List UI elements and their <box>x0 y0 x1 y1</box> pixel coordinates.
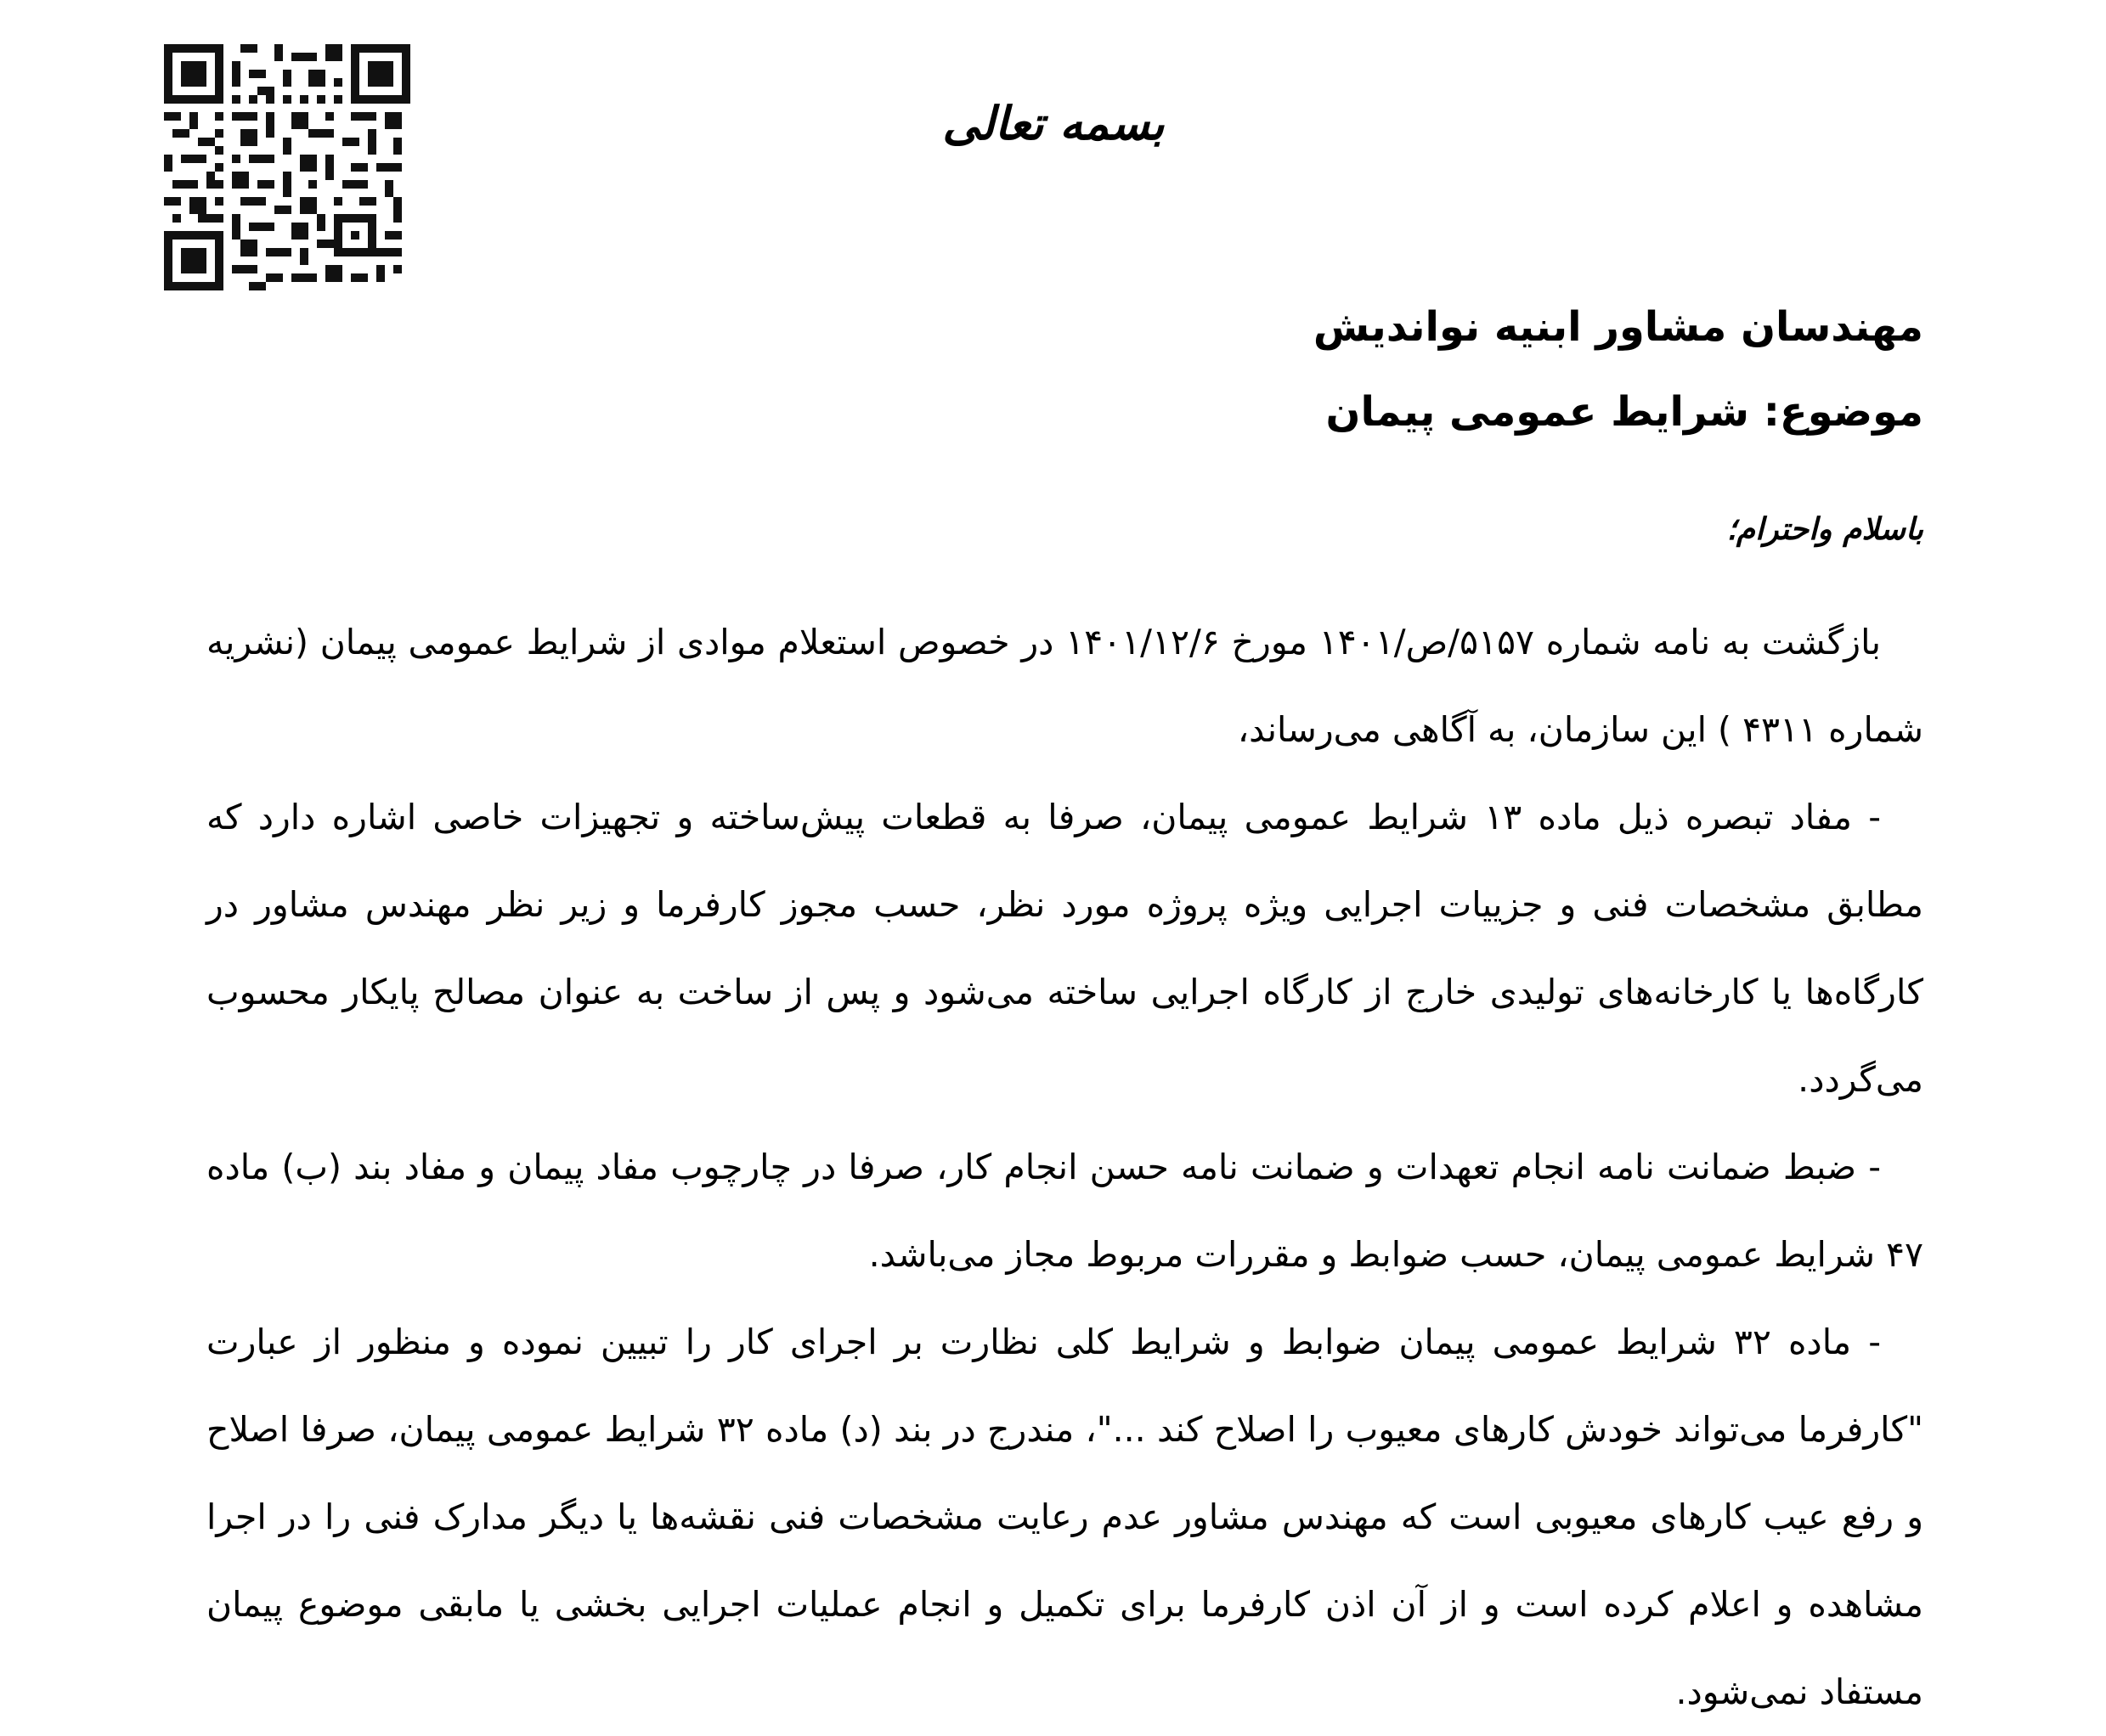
letter-header <box>734 285 1923 454</box>
list-item: - ضبط ضمانت نامه انجام تعهدات و ضمانت نامه حسن انجام کار، صرفا در چارچوب مفاد پیمان و مفاد بند (ب) ماده ۴۷ شرایط عمومی پیمان، حسب ضوابط و مقررات مربوط مجاز می‌باشد. <box>206 1147 1923 1275</box>
subject-line: موضوع: شرایط عمومی پیمان <box>1325 388 1923 436</box>
list-item: - ماده ۳۲ شرایط عمومی پیمان ضوابط و شرایط کلی نظارت بر اجرای کار را تبیین نموده و منظور از عبارت "کارفرما می‌تواند خودش کارهای معیوب را اصلاح کند ..."، مندرج در بند (د) ماده ۳۲ شرایط عمومی پیمان، صرفا اصلاح و رفع عیب کارهای معیوبی است که مهندس مشاور عدم رعایت مشخصات فنی نقشه‌ها یا دیگر مدارک فنی را در اجرا مشاهده و اعلام کرده است و از آن اذن کارفرما برای تکمیل و انجام عملیات اجرایی بخشی یا مابقی موضوع پیمان مستفاد نمی‌شود. <box>206 1322 1923 1712</box>
addressee: مهندسان مشاور ابنیه نواندیش <box>1313 303 1923 351</box>
greeting: باسلام واحترام؛ <box>1726 511 1923 547</box>
list-item: - مفاد تبصره ذیل ماده ۱۳ شرایط عمومی پیمان، صرفا به قطعات پیش‌ساخته و تجهیزات خاصی اشاره دارد که مطابق مشخصات فنی و جزییات اجرایی ویژه پروژه مورد نظر، حسب مجوز کارفرما و زیر نظر مهندس مشاور در کارگاه‌ها یا کارخانه‌های تولیدی خارج از کارگاه اجرایی ساخته می‌شود و پس از ساخت به عنوان مصالح پایکار محسوب می‌گردد. <box>206 797 1923 1100</box>
basmala-heading: بسمه تعالی <box>942 96 1165 150</box>
qr-code-icon <box>164 44 410 290</box>
letter-body <box>206 599 1923 1736</box>
intro-paragraph: بازگشت به نامه شماره ۵۱۵۷/ص/۱۴۰۱ مورخ ۱۴۰۱/۱۲/۶ در خصوص استعلام موادی از شرایط عمومی پیمان (نشریه شماره ۴۳۱۱ ) این سازمان، به آگاهی می‌رساند، <box>206 622 1923 750</box>
